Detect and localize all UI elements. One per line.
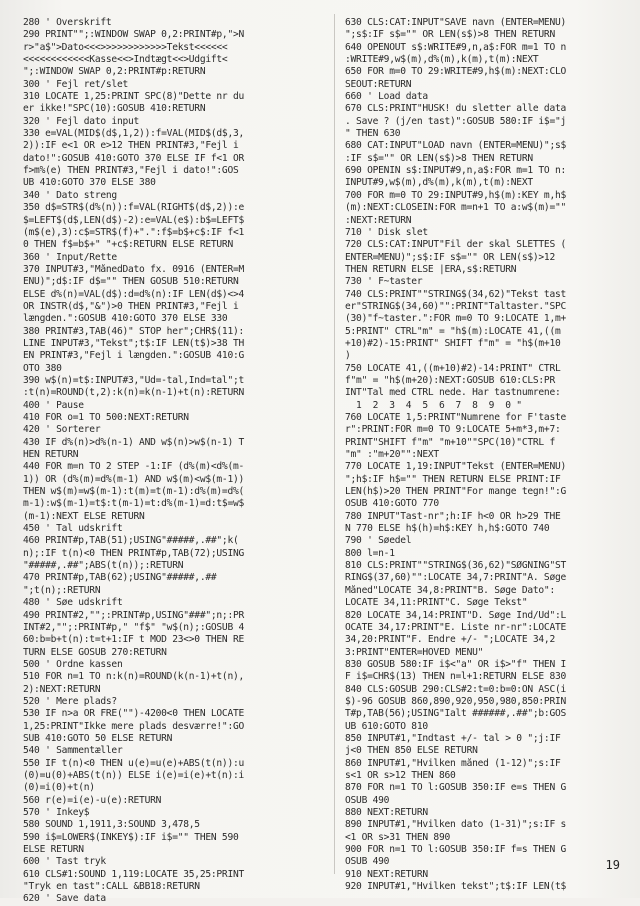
code-line: F i$=CHR$(13) THEN n=l+1:RETURN ELSE 830 (345, 671, 567, 683)
code-line: (0)=u(0)+ABS(t(n)) ELSE i(e)=i(e)+t(n):i (23, 769, 245, 781)
code-line: OCATE 34,17:PRINT"E. Liste nr-nr":LOCATE (345, 621, 567, 633)
code-line: ";s$:IF s$="" OR LEN(s$)>8 THEN RETURN (345, 29, 555, 41)
code-line: :IF s$="" OR LEN(s$)>8 THEN RETURN (345, 152, 533, 164)
code-line: $)-96 GOSUB 860,890,920,950,980,850:PRIN (345, 695, 567, 707)
code-line: 870 FOR n=1 TO l:GOSUB 350:IF e=s THEN G (345, 782, 567, 794)
code-line: 280 ' Overskrift (23, 17, 112, 28)
code-line: HEN RETURN (23, 449, 79, 461)
code-line: 520 ' Mere plads? (23, 695, 117, 707)
code-line: "Tryk en tast":CALL &BB18:RETURN (23, 881, 200, 893)
code-line: 620 ' Save data (23, 893, 106, 905)
code-line: 390 w$(n)=t$:INPUT#3,"Ud=-tal,Ind=tal";t (23, 374, 245, 386)
left-code-column (23, 17, 319, 906)
code-line: 810 CLS:PRINT""STRING$(36,62)"SØGNING"ST (345, 560, 567, 572)
code-line: 880 NEXT:RETURN (345, 807, 428, 818)
code-line: 310 LOCATE 1,25:PRINT SPC(8)"Dette nr du (23, 91, 245, 103)
code-line: 580 SOUND 1,1911,3:SOUND 3,478,5 (23, 819, 200, 831)
code-line: 500 ' Ordne kassen (23, 658, 123, 670)
code-line: UB 410:GOTO 370 ELSE 380 (23, 177, 156, 189)
code-line: 300 ' Fejl ret/slet (23, 78, 128, 90)
code-line: 1)) OR (d%(m)=d%(m-1) AND w$(m)<w$(m-1)) (23, 473, 245, 485)
code-line: 540 ' Sammentæller (23, 745, 123, 757)
code-line: 290 PRINT"";:WINDOW SWAP 0,2:PRINT#p,">N (23, 29, 245, 41)
code-line: 320 ' Fejl dato input (23, 115, 140, 127)
code-line: dato!":GOSUB 410:GOTO 370 ELSE IF f<1 OR (23, 152, 245, 164)
right-code-column (345, 17, 640, 893)
code-line: 890 INPUT#1,"Hvilken dato (1-31)";s:IF s (345, 819, 567, 831)
code-line: 350 d$=STR$(d%(n)):f=VAL(RIGHT$(d$,2)):e (23, 202, 245, 214)
code-line: 720 CLS:CAT:INPUT"Fil der skal SLETTES ( (345, 239, 567, 251)
code-line: :NEXT:RETURN (345, 214, 412, 226)
code-line: 770 LOCATE 1,19:INPUT"Tekst (ENTER=MENU) (345, 461, 567, 473)
code-line: SUB 410:GOTO 50 ELSE RETURN (23, 732, 173, 744)
code-line: (30)"f~taster.":FOR m=0 TO 9:LOCATE 1,m+ (345, 313, 567, 325)
code-line: OTO 380 (23, 362, 62, 374)
code-line: "#####,.##";ABS(t(n));:RETURN (23, 560, 184, 572)
code-line: 670 CLS:PRINT"HUSK! du sletter alle data (345, 103, 567, 115)
code-line: 660 ' Load data (345, 91, 428, 103)
code-line: 440 FOR m=n TO 2 STEP -1:IF (d%(m)<d%(m- (23, 461, 245, 473)
code-line: Måned"LOCATE 34,8:PRINT"B. Søge Dato": (345, 584, 555, 596)
code-line: :WRITE#9,w$(m),d%(m),k(m),t(m):NEXT (345, 54, 539, 66)
code-line: r":PRINT:FOR m=0 TO 9:LOCATE 5+m*3,m+7: (345, 424, 561, 436)
code-line: 850 INPUT#1,"Indtast +/- tal > 0 ";j:IF (345, 732, 561, 744)
code-line: T#p,TAB(56);USING"Ialt ######,.##";b:GOS (345, 708, 567, 720)
code-line: 490 PRINT#2,"";:PRINT#p,USING"###";n;:PR (23, 609, 245, 621)
code-line: er ikke!"SPC(10):GOSUB 410:RETURN (23, 103, 206, 115)
code-line: 530 IF n>a OR FRE("")-4200<0 THEN LOCATE (23, 708, 245, 720)
code-line: LEN(h$)>20 THEN PRINT"For mange tegn!":G (345, 486, 567, 498)
code-line: 700 FOR m=0 TO 29:INPUT#9,h$(m):KEY m,h$ (345, 189, 567, 201)
code-line: r>"a$">Dato<<<>>>>>>>>>>>>Tekst<<<<<< (23, 41, 228, 53)
code-line: OR INSTR(d$,"&")>0 THEN PRINT#3,"Fejl i (23, 300, 239, 312)
code-line: PRINT"SHIFT f"m" "m+10""SPC(10)"CTRL f (345, 436, 555, 448)
code-line: <1 OR s>31 THEN 890 (345, 831, 450, 843)
code-line: 360 ' Input/Rette (23, 251, 117, 263)
code-line: 1 2 3 4 5 6 7 8 9 0 " (345, 399, 522, 411)
code-line: THEN RETURN ELSE |ERA,s$:RETURN (345, 263, 517, 275)
code-line: 910 NEXT:RETURN (345, 868, 428, 880)
code-line: 570 ' Inkey$ (23, 807, 90, 818)
code-line: 370 INPUT#3,"MånedDato fx. 0916 (ENTER=M (23, 263, 245, 275)
code-line: 60:b=b+t(n):t=t+1:IF t MOD 23<>0 THEN RE (23, 634, 245, 646)
code-line: 480 ' Søe udskrift (23, 597, 123, 609)
code-line: ENU)";d$:IF d$="" THEN GOSUB 510:RETURN (23, 276, 239, 288)
code-line: 630 CLS:CAT:INPUT"SAVE navn (ENTER=MENU) (345, 17, 567, 28)
code-line: 790 ' Søedel (345, 535, 412, 547)
code-line: 380 PRINT#3,TAB(46)" STOP her";CHR$(11): (23, 325, 245, 337)
code-line: "m" :"m+20"":NEXT (345, 449, 439, 461)
code-line: 330 e=VAL(MID$(d$,1,2)):f=VAL(MID$(d$,3, (23, 128, 245, 140)
code-line: " THEN 630 (345, 128, 401, 140)
code-line: ELSE RETURN (23, 844, 84, 856)
code-line: 710 ' Disk slet (345, 226, 428, 238)
code-line: THEN w$(m)=w$(m-1):t(m)=t(m-1):d%(m)=d%( (23, 486, 245, 498)
code-line: 470 PRINT#p,TAB(62);USING"#####,.## (23, 572, 217, 584)
code-line: OSUB 410:GOTO 770 (345, 498, 439, 510)
code-line: 2)):IF e<1 OR e>12 THEN PRINT#3,"Fejl i (23, 140, 239, 152)
code-line: 780 INPUT"Tast-nr";h:IF h<0 OR h>29 THE (345, 510, 561, 522)
code-line: ) (345, 350, 351, 362)
code-line: 460 PRINT#p,TAB(51);USING"#####,.##";k( (23, 535, 239, 547)
code-line: 34,20:PRINT"F. Endre +/- ";LOCATE 34,2 (345, 634, 555, 646)
code-line: 1,25:PRINT"Ikke mere plads desværre!":GO (23, 720, 245, 732)
code-line: LOCATE 34,11:PRINT"C. Søge Tekst" (345, 597, 528, 609)
code-line: 2):NEXT:RETURN (23, 683, 101, 695)
code-line: 3:PRINT"ENTER=HOVED MENU" (345, 646, 484, 658)
code-line: 730 ' F~taster (345, 276, 423, 288)
column-divider (334, 14, 335, 874)
code-line: ";t(n);:RETURN (23, 584, 101, 596)
code-line: ELSE d%(n)=VAL(d$):d=d%(n):IF LEN(d$)<>4 (23, 288, 245, 300)
code-line: +10)#2)-15:PRINT" SHIFT f"m" = "h$(m+10 (345, 337, 561, 349)
code-line: <<<<<<<<<<<<Kasse<<>Indtægt<<>Udgift< (23, 54, 228, 66)
code-line: 510 FOR n=1 TO n:k(n)=ROUND(k(n-1)+t(n), (23, 671, 245, 683)
code-line: 600 ' Tast tryk (23, 856, 106, 868)
code-line: længden.":GOSUB 410:GOTO 370 ELSE 330 (23, 313, 228, 325)
code-line: 740 CLS:PRINT""STRING$(34,62)"Tekst tast (345, 288, 567, 300)
code-line: 590 i$=LOWER$(INKEY$):IF i$="" THEN 590 (23, 831, 239, 843)
code-line: 830 GOSUB 580:IF i$<"a" OR i$>"f" THEN I (345, 658, 567, 670)
code-line: 430 IF d%(n)>d%(n-1) AND w$(n)>w$(n-1) T (23, 436, 245, 448)
code-line: 860 INPUT#1,"Hvilken måned (1-12)";s:IF (345, 757, 561, 769)
code-line: j<0 THEN 850 ELSE RETURN (345, 745, 478, 757)
code-line: 610 CLS#1:SOUND 1,119:LOCATE 35,25:PRINT (23, 868, 245, 880)
code-line: 760 LOCATE 1,5:PRINT"Numrene for F'taste (345, 412, 567, 423)
code-line: 920 INPUT#1,"Hvilken tekst";t$:IF LEN(t$ (345, 881, 567, 893)
code-line: RING$(37,60)"":LOCATE 34,7:PRINT"A. Søge (345, 572, 567, 584)
code-line: 340 ' Dato streng (23, 189, 117, 201)
code-line: OSUB 490 (345, 856, 390, 868)
code-line: n);:IF t(n)<0 THEN PRINT#p,TAB(72);USING (23, 547, 245, 559)
code-line: . Save ? (j/en tast)":GOSUB 580:IF i$="j (345, 115, 567, 127)
code-line: INT"Tal med CTRL nede. Har tastnumrene: (345, 387, 561, 399)
code-line: 750 LOCATE 41,((m+10)#2)-14:PRINT" CTRL (345, 362, 561, 374)
code-line: LINE INPUT#3,"Tekst";t$:IF LEN(t$)>38 TH (23, 337, 245, 349)
code-line: s<1 OR s>12 THEN 860 (345, 769, 456, 781)
code-line: ";h$:IF h$="" THEN RETURN ELSE PRINT:IF (345, 473, 561, 485)
code-line: 650 FOR m=0 TO 29:WRITE#9,h$(m):NEXT:CLO (345, 66, 567, 78)
code-line: :t(n)=ROUND(t,2):k(n)=k(n-1)+t(n):RETURN (23, 387, 245, 399)
code-line: 800 l=n-1 (345, 547, 395, 559)
code-line: 0 THEN f$=b$+" "+c$:RETURN ELSE RETURN (23, 239, 233, 251)
code-line: 900 FOR n=1 TO l:GOSUB 350:IF f=s THEN G (345, 844, 567, 856)
code-line: TURN ELSE GOSUB 270:RETURN (23, 646, 167, 658)
code-line: OSUB 490 (345, 794, 390, 806)
code-line: (0)=i(0)+t(n) (23, 782, 95, 794)
code-line: 820 LOCATE 34,14:PRINT"D. Søge Ind/Ud":L (345, 609, 567, 621)
code-line: INT#2,"";:PRINT#p," "f$" "w$(n);:GOSUB 4 (23, 621, 245, 633)
code-line: SEOUT:RETURN (345, 78, 412, 90)
page-number: 19 (605, 858, 620, 872)
code-line: 550 IF t(n)<0 THEN u(e)=u(e)+ABS(t(n)):u (23, 757, 245, 769)
code-line: 420 ' Sorterer (23, 424, 101, 436)
code-line: $=LEFT$(d$,LEN(d$)-2):e=VAL(e$):b$=LEFT$ (23, 214, 245, 226)
code-line: 840 CLS:GOSUB 290:CLS#2:t=0:b=0:ON ASC(i (345, 683, 567, 695)
code-line: EN PRINT#3,"Fejl i længden.":GOSUB 410:G (23, 350, 245, 362)
code-line: (m):NEXT:CLOSEIN:FOR m=n+1 TO a:w$(m)="" (345, 202, 567, 214)
code-line: 560 r(e)=i(e)-u(e):RETURN (23, 794, 162, 806)
code-line: 450 ' Tal udskrift (23, 523, 123, 535)
code-line: 680 CAT:INPUT"LOAD navn (ENTER=MENU)";s$ (345, 140, 567, 152)
code-line: er"STRING$(34,60)"":PRINT"Taltaster."SPC (345, 300, 567, 312)
code-line: f>m%(e) THEN PRINT#3,"Fejl i dato!":GOS (23, 165, 239, 177)
code-line: 400 ' Pause (23, 399, 84, 411)
code-line: ENTER=MENU)";s$:IF s$="" OR LEN(s$)>12 (345, 251, 555, 263)
code-line: 410 FOR o=1 TO 500:NEXT:RETURN (23, 412, 189, 423)
code-line: (m-1):NEXT ELSE RETURN (23, 510, 145, 522)
code-line: m-1):w$(m-1)=t$:t(m-1)=t:d%(m-1)=d:t$=w$ (23, 498, 245, 510)
code-line: INPUT#9,w$(m),d%(m),k(m),t(m):NEXT (345, 177, 533, 189)
code-line: N 770 ELSE h$(h)=h$:KEY h,h$:GOTO 740 (345, 523, 550, 535)
code-line: (m$(e),3):c$=STR$(f)+".":f$=b$+c$:IF f<1 (23, 226, 245, 238)
code-line: 690 OPENIN s$:INPUT#9,n,a$:FOR m=1 TO n: (345, 165, 567, 177)
code-line: f"m" = "h$(m+20):NEXT:GOSUB 610:CLS:PR (345, 374, 555, 386)
code-line: 5:PRINT" CTRL"m" = "h$(m):LOCATE 41,((m (345, 325, 561, 337)
code-line: 640 OPENOUT s$:WRITE#9,n,a$:FOR m=1 TO n (345, 41, 567, 53)
code-line: UB 610:GOTO 810 (345, 720, 428, 732)
code-line: ";:WINDOW SWAP 0,2:PRINT#p:RETURN (23, 66, 206, 78)
